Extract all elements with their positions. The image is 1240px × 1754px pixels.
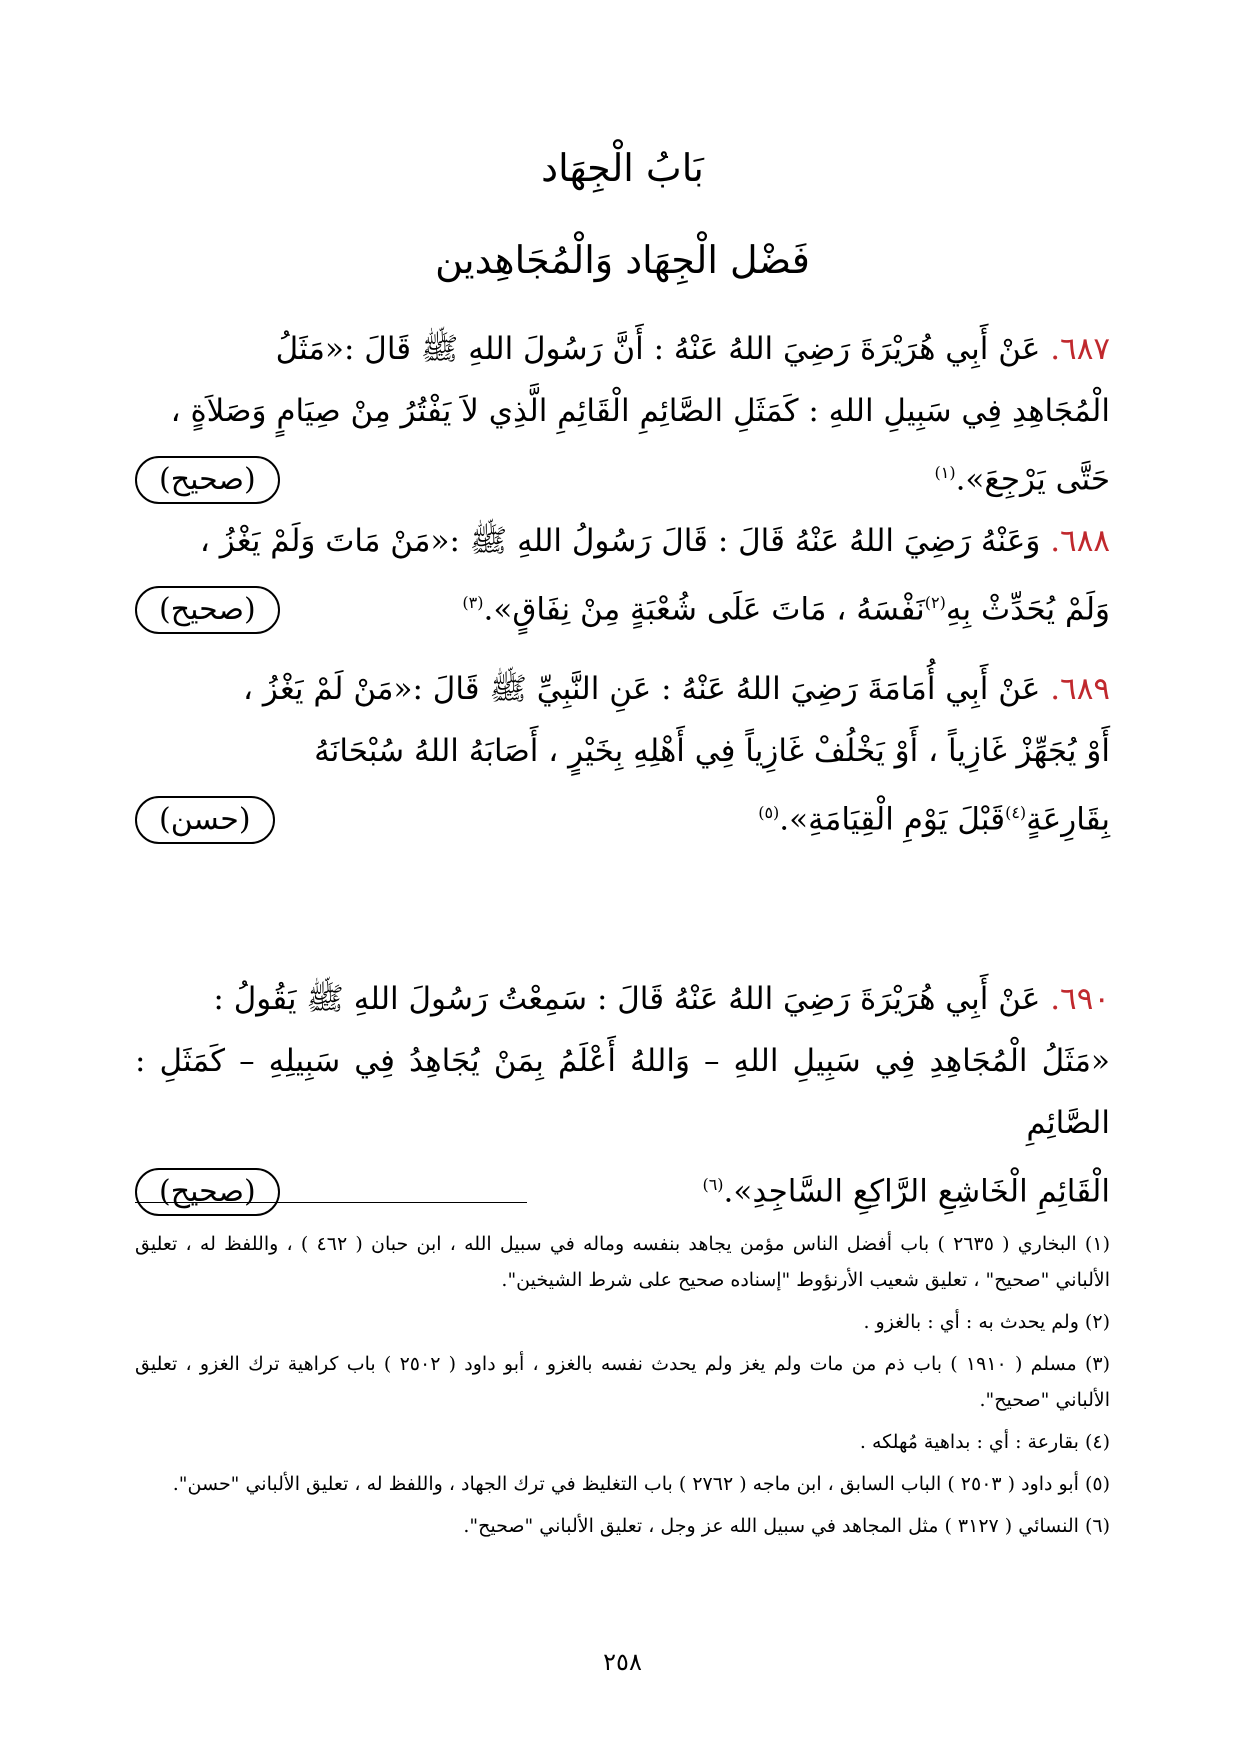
footnote: (١) البخاري ( ٢٦٣٥ ) باب أفضل الناس مؤمن يجاهد بنفسه وماله في سبيل الله ، ابن حبان ( ٤٦٢ ) ، واللفظ له ، تعليق الألباني "صحيح" ، تعليق شعيب الأرنؤوط "إسناده صحيح على شرط الشيخين". [135,1233,1110,1291]
hadith-line [135,968,1110,1030]
footnote-ref: (٣) [462,593,484,612]
section-title: فَضْل الْجِهَاد وَالْمُجَاهِدين [435,238,810,282]
hadith-text: وَلَمْ يُحَدِّثْ بِهِ [945,591,1110,628]
hadith-687 [135,318,1110,510]
hadith-text: عَنْ أَبِي هُرَيْرَةَ رَضِيَ اللهُ عَنْهُ : أَنَّ رَسُولَ اللهِ ﷺ قَالَ :«مَثَلُ [275,331,1041,367]
footnotes [135,1226,1110,1550]
hadith-line [135,1030,1110,1154]
hadith-text: نَفْسَهُ ، مَاتَ عَلَى شُعْبَةٍ مِنْ نِفَاقٍ». [483,591,925,628]
page-number: ٢٥٨ [603,1648,642,1676]
footnote-ref: (٥) [758,803,780,822]
hadith-number: ٦٨٩. [1050,671,1110,707]
hadith-text: أَوْ يُجَهِّزْ غَازِياً ، أَوْ يَخْلُفْ غَازِياً فِي أَهْلِهِ بِخَيْرٍ ، أَصَابَهُ اللهُ سُبْحَانَهُ [314,733,1110,769]
grade-badge: (حسن) [135,796,275,844]
hadith-line [135,782,1110,850]
hadith-line [135,1154,1110,1222]
hadith-text: قَبْلَ يَوْمِ الْقِيَامَةِ». [779,801,1006,838]
grade-badge: (صحيح) [135,456,280,504]
footnote: (٥) أبو داود ( ٢٥٠٣ ) الباب السابق ، ابن ماجه ( ٢٧٦٢ ) باب التغليظ في ترك الجهاد ، واللفظ له ، تعليق الألباني "حسن". [172,1473,1110,1495]
hadith-text: وَعَنْهُ رَضِيَ اللهُ عَنْهُ قَالَ : قَالَ رَسُولُ اللهِ ﷺ :«مَنْ مَاتَ وَلَمْ يَغْزُ ، [199,523,1041,559]
hadith-line [135,380,1110,442]
hadith-text: بِقَارِعَةٍ [1026,801,1110,838]
hadith-text: حَتَّى يَرْجِعَ». [955,461,1110,498]
footnote-ref: (١) [934,463,956,482]
footnote: (٢) ولم يحدث به : أي : بالغزو . [863,1311,1110,1333]
hadith-689 [135,658,1110,850]
hadith-line [135,442,1110,510]
footnote: (٣) مسلم ( ١٩١٠ ) باب ذم من مات ولم يغز ولم يحدث نفسه بالغزو ، أبو داود ( ٢٥٠٢ ) باب كراهية ترك الغزو ، تعليق الألباني "صحيح". [135,1353,1110,1411]
hadith-text: الْمُجَاهِدِ فِي سَبِيلِ اللهِ : كَمَثَلِ الصَّائِمِ الْقَائِمِ الَّذِي لاَ يَفْتُرُ مِنْ صِيَامٍ وَصَلاَةٍ ، [170,393,1110,429]
hadith-line [135,658,1110,720]
hadith-text: عَنْ أَبِي أُمَامَةَ رَضِيَ اللهُ عَنْهُ : عَنِ النَّبِيِّ ﷺ قَالَ :«مَنْ لَمْ يَغْزُ ، [243,671,1041,707]
footnote-ref: (٦) [702,1175,724,1194]
footnote-divider [135,1202,527,1203]
grade-badge: (صحيح) [135,586,280,634]
hadith-line [135,318,1110,380]
hadith-line [135,572,1110,640]
hadith-line [135,720,1110,782]
hadith-number: ٦٩٠. [1050,981,1110,1017]
hadith-text: الْقَائِمِ الْخَاشِعِ الرَّاكِعِ السَّاجِدِ». [723,1173,1110,1210]
grade-badge: (صحيح) [135,1168,280,1216]
footnote-ref: (٤) [1005,803,1027,822]
footnote-ref: (٢) [924,593,946,612]
hadith-number: ٦٨٨. [1050,523,1110,559]
hadith-line [135,510,1110,572]
footnote: (٤) بقارعة : أي : بداهية مُهلكه . [859,1431,1110,1453]
hadith-text: «مَثَلُ الْمُجَاهِدِ فِي سَبِيلِ اللهِ – وَاللهُ أَعْلَمُ بِمَنْ يُجَاهِدُ فِي سَبِيلِهِ – كَمَثَلِ : الصَّائِمِ [135,1043,1110,1141]
hadith-688 [135,510,1110,640]
hadith-number: ٦٨٧. [1050,331,1110,367]
footnote: (٦) النسائي ( ٣١٢٧ ) مثل المجاهد في سبيل الله عز وجل ، تعليق الألباني "صحيح". [463,1515,1110,1537]
hadith-690 [135,968,1110,1222]
chapter-title: بَابُ الْجِهَاد [541,146,704,190]
page [135,0,1110,1754]
hadith-text: عَنْ أَبِي هُرَيْرَةَ رَضِيَ اللهُ عَنْهُ قَالَ : سَمِعْتُ رَسُولَ اللهِ ﷺ يَقُولُ : [213,981,1041,1017]
